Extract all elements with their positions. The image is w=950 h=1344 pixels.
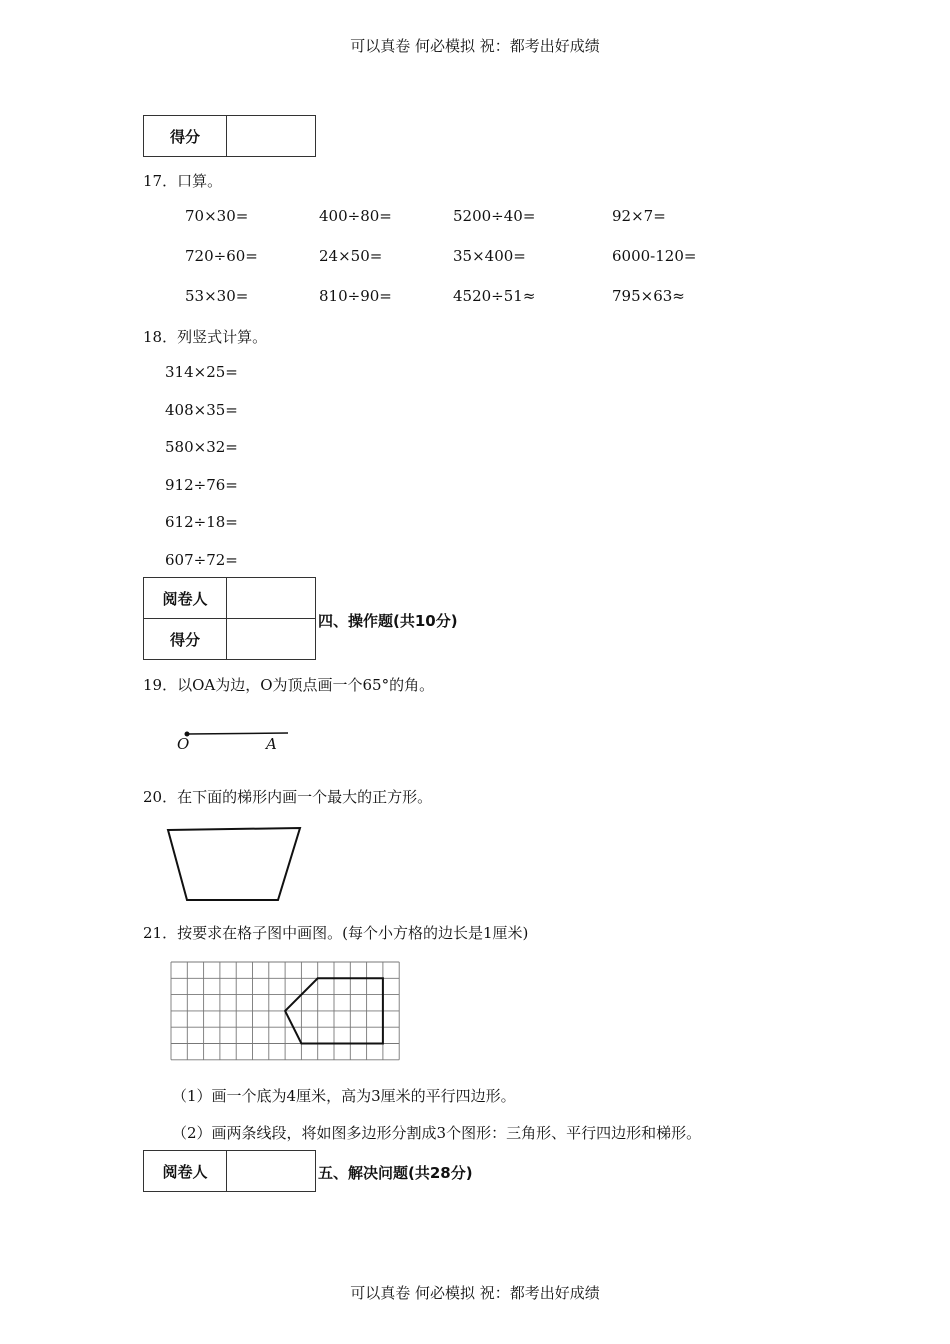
q18-item: 607÷72=: [165, 550, 238, 569]
q17-title: 17．口算。: [143, 172, 223, 190]
q17-item: 6000-120=: [612, 247, 697, 265]
page-footer: 可以真卷 何必模拟 祝：都考出好成绩: [350, 1284, 600, 1302]
q18-item: 314×25=: [165, 363, 238, 381]
section-4-title: 四、操作题(共10分): [318, 612, 458, 630]
q18-item: 408×35=: [165, 400, 238, 419]
score-blank[interactable]: [227, 116, 316, 157]
q17-item: 810÷90=: [319, 287, 392, 305]
q17-item: 5200÷40=: [453, 207, 536, 225]
reviewer-label: 阅卷人: [144, 578, 227, 619]
q18-item: 912÷76=: [165, 475, 238, 494]
q21-sub1: （1）画一个底为4厘米，高为3厘米的平行四边形。: [172, 1087, 516, 1105]
q20-text: 20．在下面的梯形内画一个最大的正方形。: [143, 788, 433, 806]
trapezoid-shape: [168, 828, 300, 900]
q17-item: 70×30=: [185, 207, 249, 225]
q17-item: 4520÷51≈: [453, 287, 536, 305]
q17-item: 24×50=: [319, 247, 383, 265]
q17-item: 35×400=: [453, 247, 526, 265]
q21-sub2: （2）画两条线段，将如图多边形分割成3个图形：三角形、平行四边形和梯形。: [172, 1124, 702, 1142]
section-5-title: 五、解决问题(共28分): [318, 1164, 473, 1182]
q17-item: 795×63≈: [612, 287, 685, 305]
q17-item: 92×7=: [612, 207, 666, 225]
point-o-label: O: [177, 735, 190, 753]
score-blank[interactable]: [227, 619, 316, 660]
q18-title: 18．列竖式计算。: [143, 328, 268, 346]
point-a-label: A: [266, 735, 277, 753]
q19-text: 19．以OA为边，O为顶点画一个65°的角。: [143, 676, 435, 694]
score-label: 得分: [144, 619, 227, 660]
score-label: 得分: [144, 116, 227, 157]
score-box: [143, 115, 316, 157]
q17-item: 720÷60=: [185, 247, 258, 265]
ray-oa-figure: [170, 725, 300, 755]
q18-item: 612÷18=: [165, 513, 238, 531]
q17-item: 400÷80=: [319, 207, 392, 225]
trapezoid-figure: [160, 820, 320, 910]
score-box-reviewer: [143, 577, 316, 660]
q18-item: 580×32=: [165, 438, 238, 456]
page-header: 可以真卷 何必模拟 祝：都考出好成绩: [350, 37, 600, 55]
reviewer-blank[interactable]: [227, 578, 316, 619]
ray-oa-line: [187, 733, 288, 734]
q21-text: 21．按要求在格子图中画图。(每个小方格的边长是1厘米): [143, 924, 529, 942]
q17-item: 53×30=: [185, 287, 249, 305]
reviewer-label: 阅卷人: [144, 1151, 227, 1192]
grid-figure: [170, 961, 400, 1065]
score-box-reviewer-2: [143, 1150, 316, 1192]
reviewer-blank[interactable]: [227, 1151, 316, 1192]
